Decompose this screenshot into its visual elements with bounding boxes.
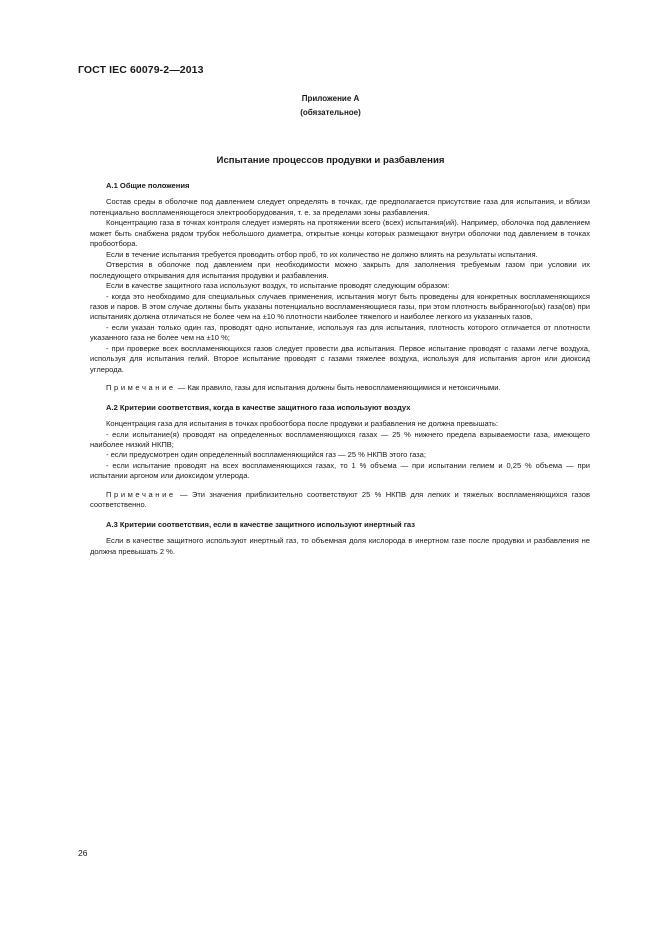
document-body <box>90 181 590 557</box>
section-a1-heading: А.1 Общие положения <box>106 181 190 190</box>
section-a2-bullet-2: - если предусмотрен один определенный воспламеняющийся газ — 25 % НКПВ этого газа; <box>106 450 426 460</box>
page-number: 26 <box>78 848 88 858</box>
note-text: — Как правило, газы для испытания должны быть невоспламеняющимися и нетоксичными. <box>175 383 501 393</box>
section-a1-paragraph-3: Если в течение испытания требуется проводить отбор проб, то их количество не должно влиять на результаты испытания. <box>106 249 538 259</box>
note-label: Примечание <box>106 383 176 393</box>
section-a3-paragraph-1: Если в качестве защитного используют инертный газ, то объемная доля кислорода в инертном газе после продувки и разбавления не должна превышать 2 %. <box>90 536 590 556</box>
section-a3-heading: А.3 Критерии соответствия, если в качестве защитного используют инертный газ <box>106 519 416 529</box>
appendix-label: Приложение А <box>301 94 360 103</box>
section-a2-paragraph-1: Концентрация газа для испытания в точках пробоотбора после продувки и разбавления не должна превышать: <box>106 419 499 429</box>
section-a1-paragraph-5: Если в качестве защитного газа используют воздух, то испытание проводят следующим образом: <box>106 281 450 291</box>
appendix-status: (обязательное) <box>300 108 361 117</box>
section-a1-note <box>90 383 590 393</box>
section-a1-bullet-3: - при проверке всех воспламеняющихся газов следует провести два испытания. Первое испытание проводят с газами легче воздуха, используя для испытания гелий. Второе испытание проводят с газами тяжелее воздуха, используя для испытания аргон или диоксид углерода. <box>90 343 590 374</box>
section-a2-heading: А.2 Критерии соответствия, когда в качестве защитного газа используют воздух <box>106 402 411 412</box>
section-a1-paragraph-4: Отверстия в оболочке под давлением при необходимости можно закрыть для заполнения требуемым газом при условии их последующего открывания для испытания продувки и разбавления. <box>90 260 590 280</box>
section-a1-paragraph-2: Концентрацию газа в точках контроля следует измерять на протяжении всего (всех) испытания(ий). Например, оболочка под давлением может быть снабжена рядом трубок небольшого диаметра, открытые концы которых размещают внутри оболочки под давлением в точках пробоотбора. <box>90 218 590 249</box>
section-a1-bullet-1: - когда это необходимо для специальных случаев применения, испытания могут быть проведены для конкретных воспламеняющихся газов и паров. В этом случае должны быть указаны потенциально воспламеняющиеся газы, при этом плотность выбранного(ых) газа(ов) при испытаниях должна отличаться не более чем на ±10 % плотности наиболее тяжелого и наиболее легкого из указанных газов, <box>90 291 590 322</box>
note-text: — Эти значения приблизительно соответствуют 25 % НКПВ для легких и тяжелых воспламеняющихся газов соответственно. <box>90 489 590 510</box>
section-a2-note <box>90 490 590 511</box>
section-a1-bullet-2: - если указан только один газ, проводят одно испытание, используя газ для испытания, плотность которого отличается от плотности указанного газа не более чем на ±10 %; <box>90 322 590 343</box>
note-label: Примечание <box>106 489 176 499</box>
section-a2-bullet-1: - если испытание(я) проводят на определенных воспламеняющихся газах — 25 % нижнего предела взрываемости газа, имеющего наиболее низкий НКПВ; <box>90 429 590 449</box>
section-a2-bullet-3: - если испытание проводят на всех воспламеняющихся газах, то 1 % объема — при испытании гелием и 0,25 % объема — при испытании аргоном или диоксидом углерода. <box>90 460 590 481</box>
section-a1-paragraph-1: Состав среды в оболочке под давлением следует определять в точках, где предполагается присутствие газа для испытания, и вблизи потенциально воспламеняющегося электрооборудования, т. е. за пределами зоны разбавления. <box>90 197 590 217</box>
standard-designation: ГОСТ IEC 60079-2—2013 <box>78 64 204 76</box>
appendix-label-block <box>0 92 661 120</box>
appendix-title: Испытание процессов продувки и разбавления <box>216 155 445 166</box>
